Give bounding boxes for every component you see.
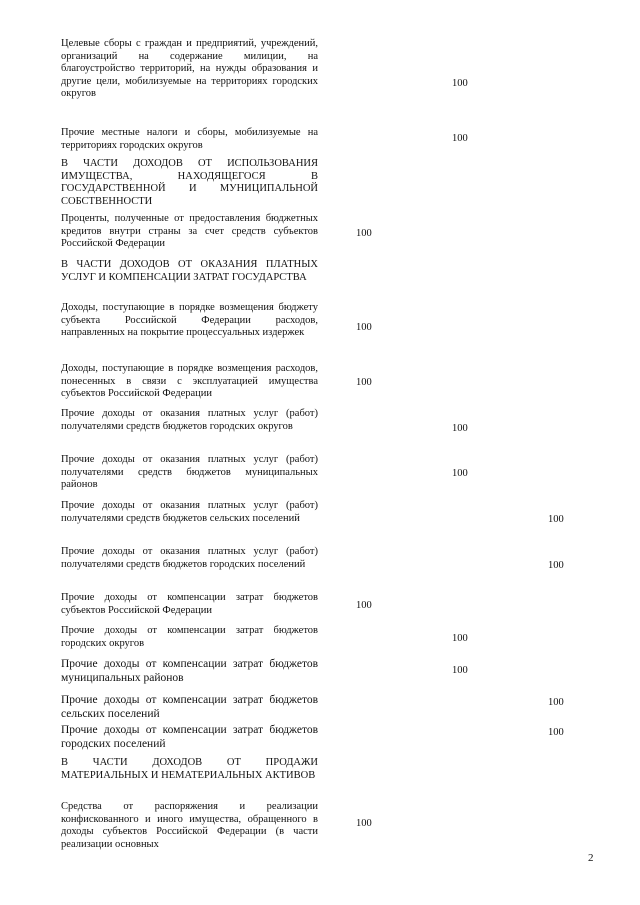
value-col1: 100 [356, 600, 372, 611]
page-number: 2 [588, 852, 594, 864]
value-col3: 100 [548, 697, 564, 708]
row-description: Прочие доходы от оказания платных услуг (работ) получателями средств бюджетов городских округов [61, 408, 318, 432]
row-description: Прочие доходы от компенсации затрат бюджетов сельских поселений [61, 694, 318, 720]
value-col1: 100 [356, 228, 372, 239]
value-col1: 100 [356, 322, 372, 333]
row-description: Прочие доходы от компенсации затрат бюджетов городских поселений [61, 724, 318, 750]
value-col2: 100 [452, 78, 468, 89]
section-heading: В ЧАСТИ ДОХОДОВ ОТ ПРОДАЖИ МАТЕРИАЛЬНЫХ И НЕМАТЕРИАЛЬНЫХ АКТИВОВ [61, 757, 318, 781]
value-col2: 100 [452, 633, 468, 644]
row-description: Прочие местные налоги и сборы, мобилизуемые на территориях городских округов [61, 127, 318, 151]
section-heading: В ЧАСТИ ДОХОДОВ ОТ ОКАЗАНИЯ ПЛАТНЫХ УСЛУГ И КОМПЕНСАЦИИ ЗАТРАТ ГОСУДАРСТВА [61, 259, 318, 283]
row-description: Прочие доходы от оказания платных услуг (работ) получателями средств бюджетов сельских поселений [61, 500, 318, 524]
section-heading: В ЧАСТИ ДОХОДОВ ОТ ИСПОЛЬЗОВАНИЯ ИМУЩЕСТВА, НАХОДЯЩЕГОСЯ В ГОСУДАРСТВЕННОЙ И МУНИЦИПАЛЬНОЙ СОБСТВЕННОСТИ [61, 158, 318, 207]
value-col2: 100 [452, 423, 468, 434]
row-description: Проценты, полученные от предоставления бюджетных кредитов внутри страны за счет средств субъектов Российской Федерации [61, 213, 318, 250]
value-col3: 100 [548, 560, 564, 571]
value-col2: 100 [452, 133, 468, 144]
row-description: Доходы, поступающие в порядке возмещения расходов, понесенных в связи с эксплуатацией имущества субъектов Российской Федерации [61, 363, 318, 400]
value-col1: 100 [356, 377, 372, 388]
value-col2: 100 [452, 665, 468, 676]
row-description: Средства от распоряжения и реализации конфискованного и иного имущества, обращенного в доходы субъектов Российской Федерации (в части реализации основных [61, 801, 318, 850]
value-col1: 100 [356, 818, 372, 829]
row-description: Прочие доходы от компенсации затрат бюджетов субъектов Российской Федерации [61, 592, 318, 616]
row-description: Целевые сборы с граждан и предприятий, учреждений, организаций на содержание милиции, на благоустройство территорий, на нужды образования и другие цели, мобилизуемые на территориях городских округов [61, 38, 318, 100]
value-col3: 100 [548, 514, 564, 525]
value-col2: 100 [452, 468, 468, 479]
row-description: Прочие доходы от компенсации затрат бюджетов городских округов [61, 625, 318, 649]
value-col3: 100 [548, 727, 564, 738]
row-description: Прочие доходы от оказания платных услуг (работ) получателями средств бюджетов муниципальных районов [61, 454, 318, 491]
row-description: Прочие доходы от компенсации затрат бюджетов муниципальных районов [61, 658, 318, 684]
row-description: Доходы, поступающие в порядке возмещения бюджету субъекта Российской Федерации расходов, направленных на покрытие процессуальных издержек [61, 302, 318, 339]
row-description: Прочие доходы от оказания платных услуг (работ) получателями средств бюджетов городских поселений [61, 546, 318, 570]
